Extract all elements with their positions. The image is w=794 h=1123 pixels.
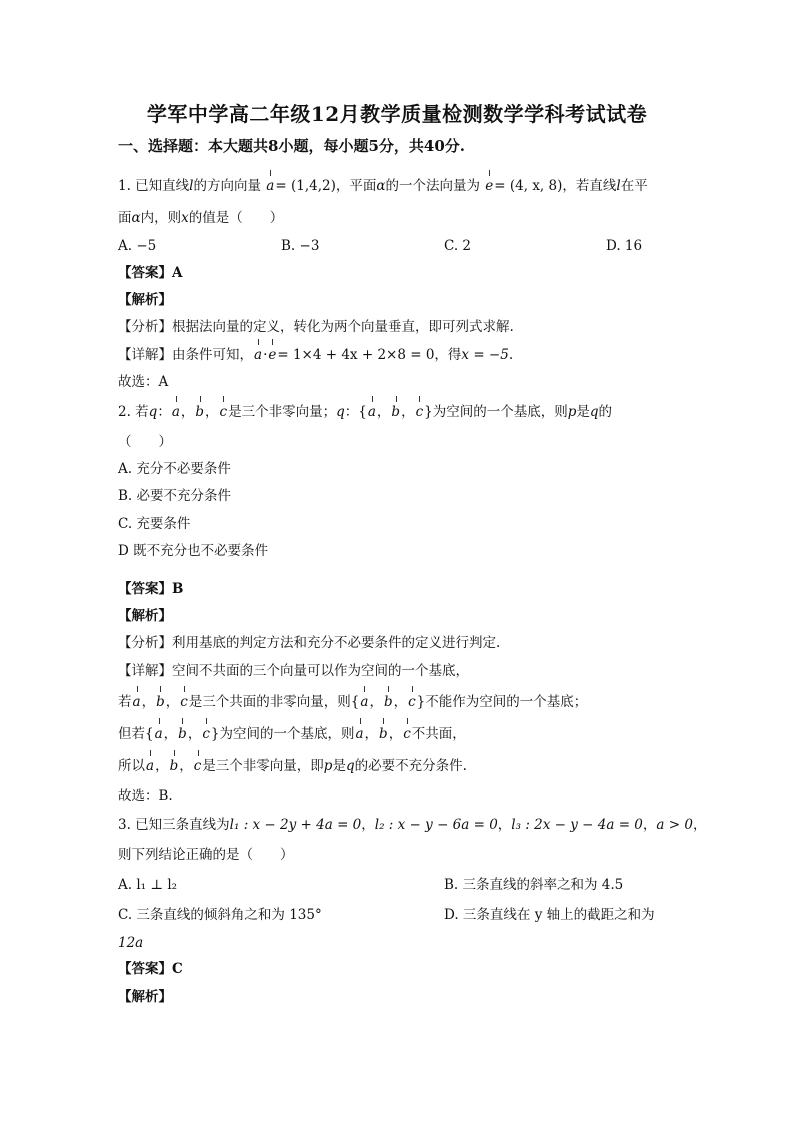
q3-answer: 【答案】C [118, 961, 183, 977]
q1-xiangjie: 【详解】由条件可知，a·e= 1×4 + 4x + 2×8 = 0，得x = −5. [118, 347, 514, 363]
q3-analysis-heading: 【解析】 [118, 989, 172, 1005]
q1-choice-b: B. −3 [281, 238, 320, 254]
q1-stem-line2: 面α内，则x的值是（ ） [118, 210, 284, 226]
section-heading: 一、选择题：本大题共8小题，每小题5分，共40分. [118, 137, 465, 155]
q1-answer: 【答案】A [118, 265, 183, 281]
q2-reason-3: 所以a，b，c是三个非零向量，即p是q的必要不充分条件. [118, 758, 467, 774]
q2-xiangjie: 【详解】空间不共面的三个向量可以作为空间的一个基底， [118, 663, 469, 679]
q1-fenxi: 【分析】根据法向量的定义，转化为两个向量垂直，即可列式求解. [118, 319, 514, 335]
q3-choice-a: A. l₁ ⊥ l₂ [118, 877, 178, 893]
q1-choice-d: D. 16 [606, 238, 643, 254]
q2-choice-d: D 既不充分也不必要条件 [118, 543, 269, 559]
q3-stem-line1: 3. 已知三条直线为l₁ : x − 2y + 4a = 0，l₂ : x − y − 6a = 0，l₃ : 2x − y − 4a = 0，a > 0， [118, 817, 707, 833]
q2-reason-2: 但若{a，b，c}为空间的一个基底，则a，b，c不共面， [118, 726, 466, 742]
page-title: 学军中学高二年级12月教学质量检测数学学科考试试卷 [146, 102, 648, 126]
q1-analysis-heading: 【解析】 [118, 292, 172, 308]
q3-choice-d: D. 三条直线在 y 轴上的截距之和为 [444, 907, 655, 923]
q2-paren: （ ） [118, 434, 172, 450]
q2-fenxi: 【分析】利用基底的判定方法和充分不必要条件的定义进行判定. [118, 635, 501, 651]
q2-reason-1: 若a，b，c是三个共面的非零向量，则{a，b，c}不能作为空间的一个基底； [118, 694, 588, 710]
q1-guxuan: 故选：A [118, 374, 169, 390]
q2-answer: 【答案】B [118, 581, 184, 597]
q1-stem-line1: 1. 已知直线l的方向向量 a= (1,4,2)，平面α的一个法向量为 e= (4, x, 8)，若直线l在平 [118, 178, 648, 194]
q2-choice-a: A. 充分不必要条件 [118, 461, 231, 477]
q1-choice-a: A. −5 [118, 238, 157, 254]
q3-choice-d-cont: 12a [118, 935, 144, 951]
q2-stem-line1: 2. 若q：a，b，c是三个非零向量；q：{a，b，c}为空间的一个基底，则p是q的 [118, 404, 613, 420]
q2-analysis-heading: 【解析】 [118, 608, 172, 624]
q3-choice-b: B. 三条直线的斜率之和为 4.5 [444, 877, 624, 893]
q1-choice-c: C. 2 [444, 238, 472, 254]
q2-choice-b: B. 必要不充分条件 [118, 488, 232, 504]
q3-stem-line2: 则下列结论正确的是（ ） [118, 847, 294, 863]
q3-choice-c: C. 三条直线的倾斜角之和为 135° [118, 907, 322, 923]
q2-guxuan: 故选：B. [118, 788, 173, 804]
q2-choice-c: C. 充要条件 [118, 516, 191, 532]
